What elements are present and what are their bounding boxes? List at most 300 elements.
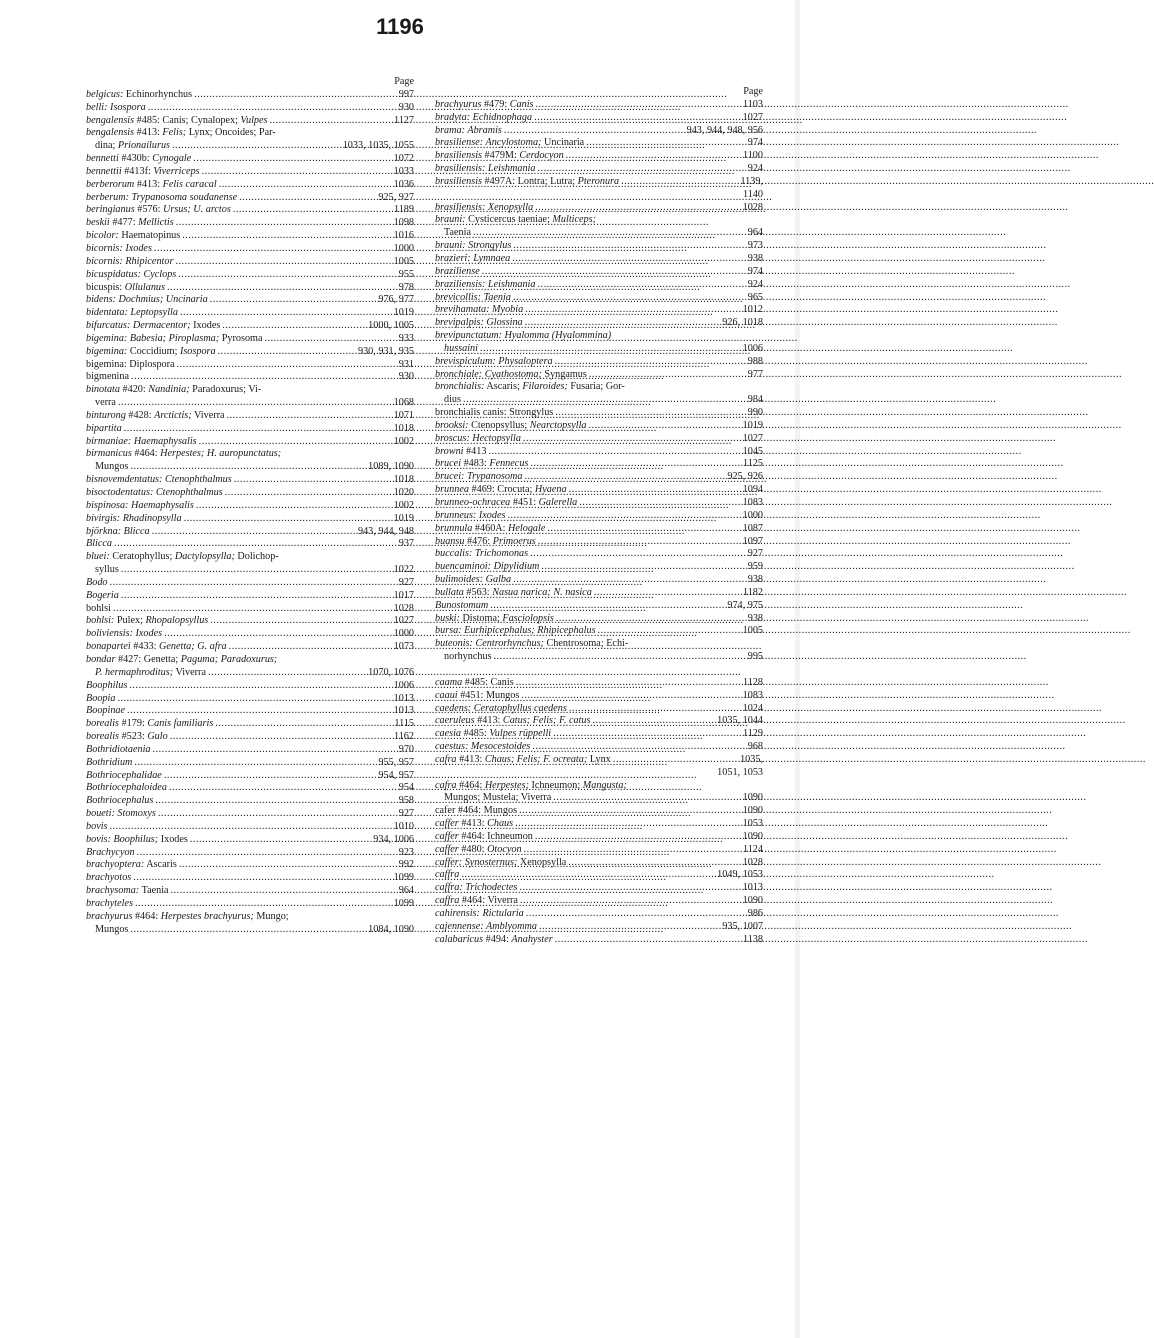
italic-term: buencaminoi: Dipylidium xyxy=(435,561,540,573)
index-entry xyxy=(86,693,414,706)
dot-leader xyxy=(164,770,377,783)
page-reference: 1000 xyxy=(393,242,414,254)
plain-term: #464: Ichneumon xyxy=(458,830,533,842)
dot-leader xyxy=(541,561,745,574)
plain-term: norhynchus xyxy=(444,651,492,663)
page-number: 1196 xyxy=(376,14,424,39)
entry-term xyxy=(435,394,461,407)
italic-term: bondar xyxy=(86,653,116,665)
index-entry xyxy=(435,908,763,921)
italic-term: brauni: xyxy=(435,214,466,226)
plain-term: #485: Canis; Cynalopex; xyxy=(134,114,241,126)
dot-leader xyxy=(589,369,746,382)
italic-term: brachyoptera: xyxy=(86,859,145,871)
entry-term xyxy=(435,279,535,292)
italic-term: caestus: Mesocestoides xyxy=(435,741,531,753)
dot-leader xyxy=(121,564,392,577)
dot-leader xyxy=(110,577,397,590)
entry-term xyxy=(435,292,511,305)
page-reference: 927 xyxy=(398,808,414,820)
page-reference: 1125 xyxy=(743,458,763,470)
index-entry xyxy=(86,204,414,217)
page-reference: 925, 927 xyxy=(378,191,414,203)
dot-leader xyxy=(110,821,392,834)
entry-term xyxy=(86,127,276,140)
entry-term xyxy=(435,137,584,150)
page-reference: 1018 xyxy=(393,474,414,486)
entry-term xyxy=(435,125,502,138)
index-entry xyxy=(86,371,414,384)
index-entry xyxy=(86,487,414,500)
dot-leader xyxy=(158,808,397,821)
plain-term: Coccidium; xyxy=(127,345,180,357)
dot-leader xyxy=(556,613,746,626)
plain-term: Taenia xyxy=(139,885,169,897)
index-entry xyxy=(435,381,763,394)
index-entry xyxy=(86,770,414,783)
page-reference: 984 xyxy=(747,394,763,406)
italic-term: brunnula xyxy=(435,522,473,534)
entry-term xyxy=(86,346,216,359)
column-header-page: Page xyxy=(394,76,414,87)
dot-leader xyxy=(569,703,741,716)
page-reference: 958 xyxy=(398,795,414,807)
italic-term: cafra xyxy=(435,753,457,765)
index-entry xyxy=(435,112,763,125)
entry-term xyxy=(435,780,627,793)
entry-term xyxy=(86,461,128,474)
plain-term: Cysticercus taeniae; xyxy=(465,214,553,226)
page-reference: 990 xyxy=(747,407,763,419)
entry-term xyxy=(435,548,528,561)
entry-term xyxy=(86,269,176,282)
entry-term xyxy=(86,282,165,295)
entry-term xyxy=(435,831,533,844)
entry-term xyxy=(435,882,517,895)
entry-term xyxy=(86,448,281,461)
entry-term xyxy=(435,202,533,215)
page-reference: 927 xyxy=(398,576,414,588)
index-entry xyxy=(435,458,763,471)
page-reference: 1162 xyxy=(394,731,414,743)
entry-term xyxy=(435,754,611,767)
entry-term xyxy=(86,204,231,217)
dot-leader xyxy=(264,333,396,346)
dot-leader xyxy=(513,292,746,305)
index-entry xyxy=(435,638,763,651)
italic-term: Ursus; U. arctos xyxy=(163,204,231,216)
dot-leader xyxy=(534,112,741,125)
index-entry xyxy=(86,384,414,397)
index-entry-continuation xyxy=(86,397,414,410)
index-entry xyxy=(86,654,414,667)
dot-leader xyxy=(463,394,746,407)
index-entry xyxy=(86,731,414,744)
plain-term: #479: xyxy=(481,98,510,110)
plain-term: #451: Mungos xyxy=(457,689,520,701)
index-entry xyxy=(86,577,414,590)
page-reference: 1051, 1053 xyxy=(717,766,763,778)
index-entry-continuation xyxy=(86,924,414,937)
index-entry xyxy=(435,304,763,317)
page-reference: 925, 926 xyxy=(727,471,763,483)
dot-leader xyxy=(133,872,391,885)
plain-term: Ascaris; xyxy=(484,381,523,393)
entry-term xyxy=(86,397,116,410)
index-entry xyxy=(86,641,414,654)
entry-term xyxy=(435,112,532,125)
italic-term: bovis xyxy=(86,820,108,832)
entry-term xyxy=(86,603,111,616)
entry-term xyxy=(435,253,510,266)
italic-term: caedens: Ceratophyllus caedens xyxy=(435,702,567,714)
dot-leader xyxy=(171,885,397,898)
plain-term: #576: xyxy=(134,204,163,216)
dot-leader xyxy=(461,869,715,882)
dot-leader xyxy=(507,510,740,523)
entry-term xyxy=(86,115,268,128)
plain-term: Viverra xyxy=(173,666,206,678)
entry-term xyxy=(435,613,554,626)
page-reference: 1139, xyxy=(740,175,763,187)
page-reference: 1129 xyxy=(743,728,763,740)
italic-term: bigemina: Babesia; Piroplasma; xyxy=(86,332,220,344)
index-entry xyxy=(86,115,414,128)
index-entry xyxy=(86,410,414,423)
index-column-left xyxy=(86,76,414,937)
dot-leader xyxy=(589,420,741,433)
page-reference: 1017 xyxy=(393,589,414,601)
page-reference: 1070, 1076 xyxy=(368,666,414,678)
index-entry-continuation xyxy=(435,767,763,780)
entry-term xyxy=(86,153,191,166)
italic-term: Helogale xyxy=(508,522,546,534)
italic-term: Bothriocephalus xyxy=(86,795,154,807)
italic-term: hussaini xyxy=(444,342,478,354)
entry-term xyxy=(435,176,619,189)
entry-term xyxy=(86,179,217,192)
index-entry xyxy=(86,474,414,487)
entry-term xyxy=(435,356,553,369)
entry-term xyxy=(86,667,206,680)
entry-term xyxy=(86,371,129,384)
italic-term: Primoerus xyxy=(492,535,536,547)
page-reference: 1098 xyxy=(393,217,414,229)
dot-leader xyxy=(539,921,720,934)
italic-term: brevispiculum: Physaloptera xyxy=(435,355,553,367)
italic-term: birmanicus xyxy=(86,448,132,460)
entry-term xyxy=(435,330,611,343)
index-entry xyxy=(435,471,763,484)
index-entry-continuation xyxy=(435,227,763,240)
index-entry xyxy=(86,834,414,847)
page-reference: 1016 xyxy=(393,230,414,242)
index-entry xyxy=(86,615,414,628)
italic-term: bidentata: Leptopsylla xyxy=(86,307,178,319)
index-entry xyxy=(435,446,763,459)
page-reference: 973 xyxy=(747,240,763,252)
entry-term xyxy=(435,677,514,690)
page-reference: 1035, xyxy=(740,753,763,765)
entry-term xyxy=(86,230,180,243)
entry-term xyxy=(435,343,478,356)
plain-term: #413f: xyxy=(121,165,154,177)
italic-term: caesia xyxy=(435,728,462,740)
italic-term: Mangusta; xyxy=(582,779,627,791)
index-entry xyxy=(435,921,763,934)
dot-leader xyxy=(190,834,371,847)
section-gap xyxy=(435,664,763,677)
italic-term: brachyotos xyxy=(86,872,132,884)
dot-leader xyxy=(538,536,741,549)
page-reference: 1033, 1035, 1055 xyxy=(342,140,414,152)
plain-term: Lynx xyxy=(587,753,611,765)
entry-term xyxy=(86,757,132,770)
entry-term xyxy=(435,690,519,703)
page-reference: 1024 xyxy=(742,702,763,714)
italic-term: Chaus xyxy=(487,818,514,830)
dot-leader xyxy=(177,359,397,372)
index-entry xyxy=(435,214,763,227)
plain-term: #485: xyxy=(461,728,490,740)
index-entry xyxy=(86,680,414,693)
index-entry xyxy=(435,369,763,382)
page-reference: 1084, 1090 xyxy=(368,923,414,935)
italic-term: Gulo xyxy=(147,731,168,743)
index-entry xyxy=(86,256,414,269)
page-reference: 1020 xyxy=(393,487,414,498)
italic-term: brevipunctatum: Hyalomma (Hyalommina) xyxy=(435,330,612,342)
index-entry xyxy=(435,484,763,497)
italic-term: brevihamata: Myobia xyxy=(435,304,524,316)
page-reference: 1027 xyxy=(742,111,763,123)
dot-leader xyxy=(215,718,392,731)
dot-leader xyxy=(222,320,366,333)
plain-term: Haematopinus xyxy=(118,230,181,242)
page-reference: 954, 957 xyxy=(378,769,414,781)
italic-term: brasiliense: Ancylostoma; xyxy=(435,137,542,149)
page-reference: 1182 xyxy=(743,586,763,598)
italic-term: Bogeria xyxy=(86,589,119,601)
page-reference: 995 xyxy=(747,651,763,663)
italic-term: caffer xyxy=(435,843,459,855)
index-entry xyxy=(435,266,763,279)
entry-term xyxy=(435,471,522,484)
italic-term: Bothriocephalidae xyxy=(86,769,162,781)
index-entry xyxy=(435,279,763,292)
index-entry xyxy=(86,359,414,372)
entry-term xyxy=(86,872,131,885)
index-entry xyxy=(435,420,763,433)
entry-term xyxy=(435,163,535,176)
page-reference: 1000, 1005 xyxy=(368,320,414,332)
index-entry xyxy=(86,500,414,513)
index-entry xyxy=(86,153,414,166)
dot-leader xyxy=(526,908,746,921)
plain-term: #451: xyxy=(510,497,539,508)
page-reference: 1002 xyxy=(393,435,414,447)
italic-term: boliviensis: Ixodes xyxy=(86,628,163,640)
page-reference: 1099 xyxy=(393,872,414,884)
page-reference: 974 xyxy=(747,265,763,277)
column-header-page: Page xyxy=(743,86,763,97)
page-reference: 1097 xyxy=(742,535,763,547)
plain-term: #485: Canis xyxy=(462,676,514,688)
dot-leader xyxy=(537,279,745,292)
entry-term xyxy=(435,420,587,433)
dot-leader xyxy=(568,857,740,870)
plain-term: Ctenopsyllus; xyxy=(468,419,530,431)
italic-term: Nandinia; xyxy=(148,384,190,396)
index-entry-continuation xyxy=(435,189,763,202)
index-entry xyxy=(435,625,763,638)
page-reference: 992 xyxy=(398,859,414,871)
page-reference: 1019 xyxy=(393,512,414,524)
dot-leader xyxy=(523,433,741,446)
plain-term: #433: xyxy=(130,641,160,653)
page-reference: 964 xyxy=(398,885,414,897)
page-reference: 1094 xyxy=(742,484,763,496)
italic-term: berberorum xyxy=(86,178,135,190)
page-reference: 1005 xyxy=(742,625,763,637)
dot-leader xyxy=(182,230,391,243)
index-entry xyxy=(435,780,763,793)
entry-term xyxy=(86,847,135,860)
index-entry xyxy=(435,125,763,138)
plain-term: #563: xyxy=(463,586,493,598)
plain-term: Mungo; xyxy=(253,910,289,922)
italic-term: bispinosa: Haemaphysalis xyxy=(86,499,194,511)
dot-leader xyxy=(117,693,391,706)
plain-term: #413 xyxy=(463,445,487,457)
italic-term: Isospora xyxy=(179,345,216,357)
index-entry xyxy=(86,448,414,461)
plain-term: Mungos xyxy=(95,461,129,473)
entry-term xyxy=(435,638,628,651)
italic-term: bulimoides: Galba xyxy=(435,574,512,586)
italic-term: Mellictis xyxy=(138,217,174,229)
italic-term: Pteronura xyxy=(577,175,620,187)
italic-term: Paguma; Paradoxurus; xyxy=(180,653,278,665)
index-entry xyxy=(435,163,763,176)
plain-term: #476: xyxy=(464,535,493,547)
index-entry xyxy=(435,613,763,626)
plain-term: #427: Genetta; xyxy=(115,653,181,665)
dot-leader xyxy=(566,150,741,163)
entry-term xyxy=(86,166,200,179)
dot-leader xyxy=(210,294,377,307)
italic-term: binotata xyxy=(86,384,120,396)
page-reference: 1036 xyxy=(393,178,414,190)
index-entry xyxy=(435,548,763,561)
dot-leader xyxy=(135,898,392,911)
plain-term: Distoma; xyxy=(459,612,503,624)
entry-term xyxy=(86,243,152,256)
entry-term xyxy=(86,718,213,731)
page-reference: 1019 xyxy=(742,419,763,431)
page-reference: 1013 xyxy=(742,882,763,894)
italic-term: Bothridiotaenia xyxy=(86,743,151,755)
dot-leader xyxy=(579,497,740,510)
index-entry xyxy=(435,240,763,253)
page-reference: 1090 xyxy=(742,805,763,817)
entry-term xyxy=(86,513,182,526)
italic-term: Herpestes brachyurus; xyxy=(160,910,254,922)
dot-leader xyxy=(547,523,740,536)
page-reference: 1083 xyxy=(742,689,763,701)
entry-term xyxy=(435,934,553,947)
index-entry xyxy=(86,513,414,526)
entry-term xyxy=(435,561,539,574)
italic-term: bullata xyxy=(435,586,464,598)
plain-term: Uncinaria xyxy=(541,137,585,149)
dot-leader xyxy=(555,356,746,369)
italic-term: Multiceps; xyxy=(552,214,596,226)
page-reference: 943, 944, 948 xyxy=(357,525,414,537)
entry-term xyxy=(86,551,279,564)
index-entry xyxy=(435,330,763,343)
page-reference: 943, 944, 948, 956 xyxy=(686,124,763,136)
italic-term: brachyteles xyxy=(86,898,133,909)
plain-term: #469: Crocuta; xyxy=(468,484,535,496)
italic-term: Vulpes rüppelli xyxy=(489,728,552,740)
index-entry xyxy=(86,603,414,616)
italic-term: buski: xyxy=(435,612,460,624)
index-entry xyxy=(435,292,763,305)
entry-term xyxy=(86,384,261,397)
plain-term: Paradoxurus; Vi- xyxy=(189,384,262,396)
entry-term xyxy=(435,703,567,716)
italic-term: brasiliensis xyxy=(435,175,482,187)
plain-term: Mungos xyxy=(95,923,129,935)
page-reference: 1083 xyxy=(742,497,763,508)
dot-leader xyxy=(598,625,741,638)
italic-term: caffra xyxy=(435,869,460,881)
page-reference: 976, 977 xyxy=(378,294,414,306)
index-entry xyxy=(86,911,414,924)
entry-term xyxy=(86,693,115,706)
plain-term: Fusaria; Gor- xyxy=(567,381,625,393)
entry-term xyxy=(86,140,170,153)
dot-leader xyxy=(524,844,741,857)
page-reference: 974, 975 xyxy=(727,599,763,611)
dot-leader xyxy=(184,513,392,526)
entry-term xyxy=(86,256,173,269)
italic-term: Cerdocyon xyxy=(519,150,564,162)
italic-term: Chaus; Felis; F. ocreata; xyxy=(484,753,588,765)
entry-term xyxy=(435,99,534,112)
plain-term: Chentrosoma; Echi- xyxy=(543,638,629,650)
entry-term xyxy=(86,474,232,487)
dot-leader xyxy=(199,436,392,449)
page-reference: 986 xyxy=(747,908,763,919)
page-reference: 1189 xyxy=(394,204,414,216)
index-entry xyxy=(86,307,414,320)
page-reference: 1090 xyxy=(742,830,763,842)
page-reference: 935, 1007 xyxy=(722,920,763,932)
index-entry xyxy=(435,741,763,754)
dot-leader xyxy=(170,731,392,744)
italic-term: brevicollis: Taenia xyxy=(435,291,511,303)
index-entry xyxy=(86,89,414,102)
entry-term xyxy=(86,654,277,667)
italic-term: Filaroides; xyxy=(522,381,568,393)
page-reference: 927 xyxy=(747,548,763,560)
dot-leader xyxy=(535,831,741,844)
italic-term: Bothriocephaloidea xyxy=(86,782,167,794)
entry-term xyxy=(435,908,524,921)
dot-leader xyxy=(569,484,741,497)
